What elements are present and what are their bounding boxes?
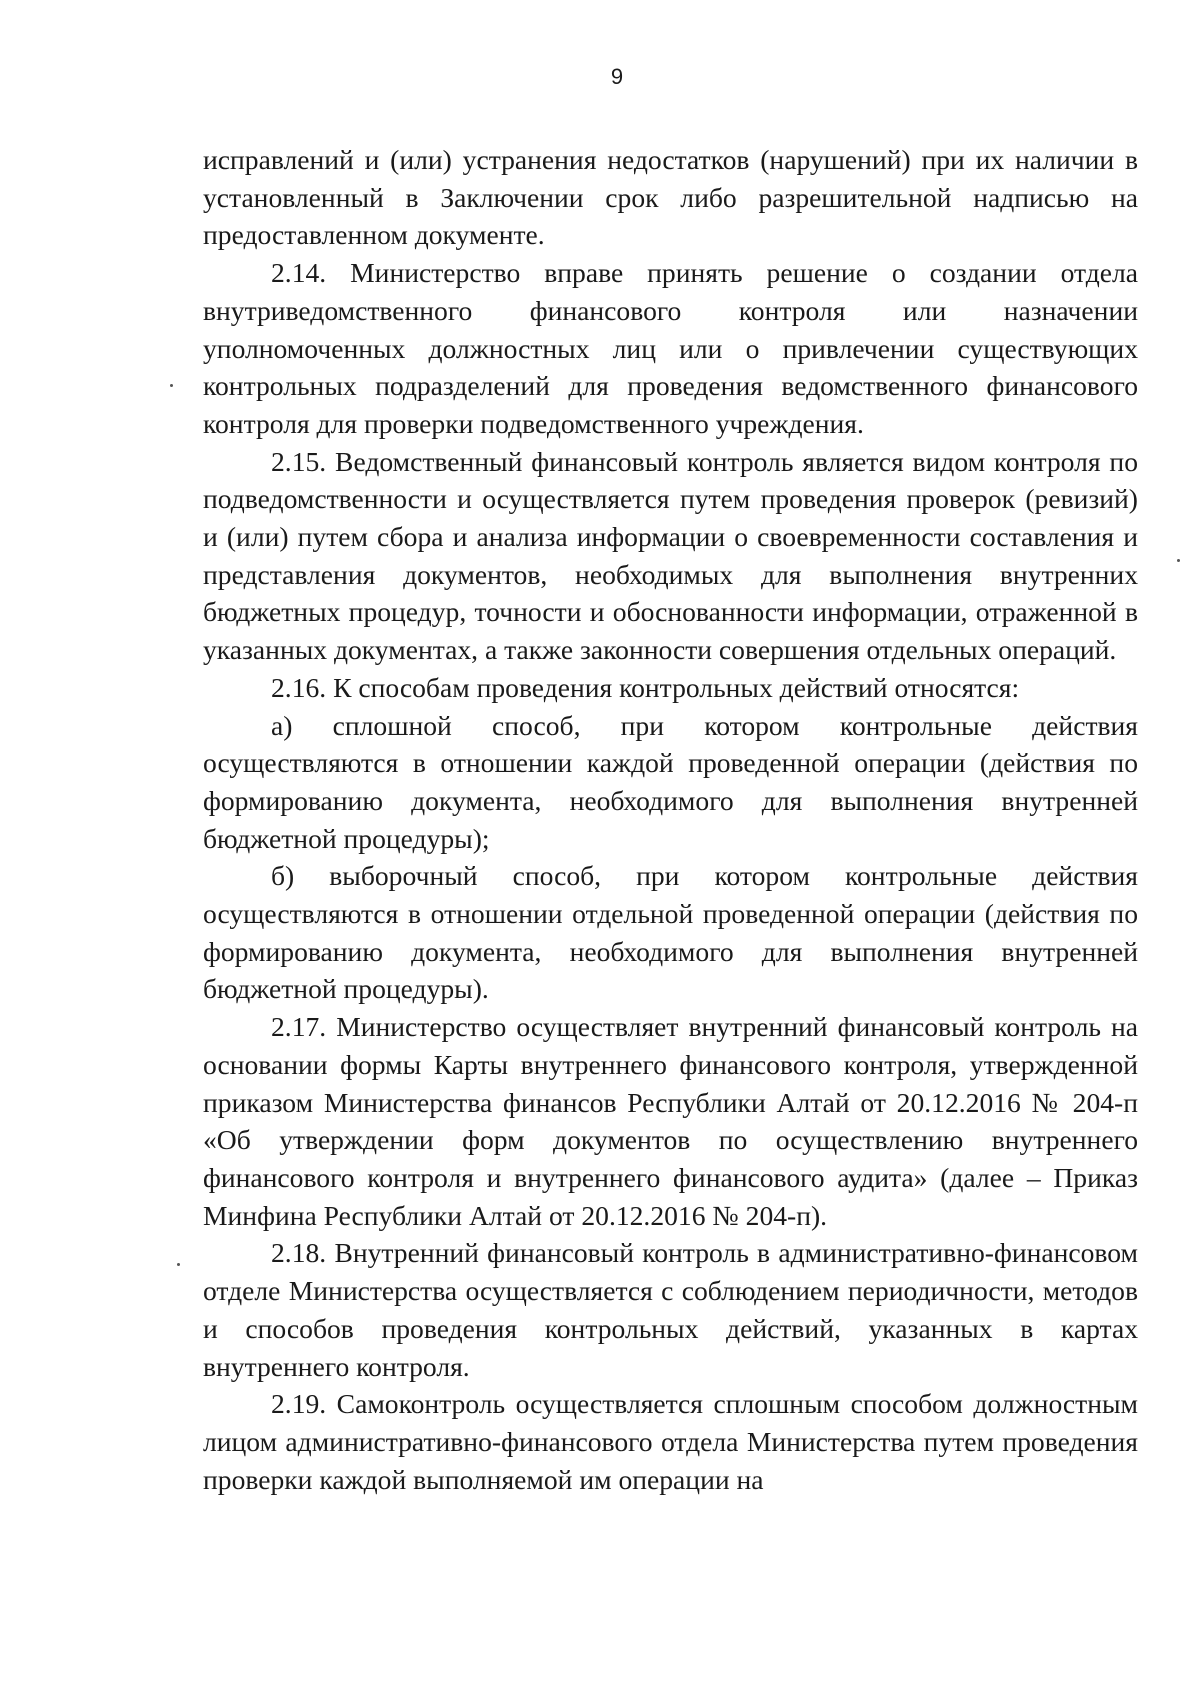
scan-speck bbox=[1177, 559, 1180, 562]
scan-speck bbox=[177, 1263, 180, 1266]
document-body bbox=[203, 141, 1138, 1498]
paragraph-continuation: исправлений и (или) устранения недостатков (нарушений) при их наличии в установленный в Заключении срок либо разрешительной надписью на предоставленном документе. bbox=[203, 144, 1138, 251]
scan-speck bbox=[170, 384, 173, 387]
paragraph-2-18: 2.18. Внутренний финансовый контроль в административно-финансовом отделе Министерства осуществляется с соблюдением периодичности, методов и способов проведения контрольных действий, указанных в картах внутреннего контроля. bbox=[203, 1237, 1138, 1382]
page-number: 9 bbox=[610, 64, 624, 89]
paragraph-2-16-b: б) выборочный способ, при котором контрольные действия осуществляются в отношении отдельной проведенной операции (действия по формированию документа, необходимого для выполнения внутренней бюджетной процедуры). bbox=[203, 860, 1138, 1005]
paragraph-2-16: 2.16. К способам проведения контрольных действий относятся: bbox=[271, 671, 1020, 703]
paragraph-2-19: 2.19. Самоконтроль осуществляется сплошным способом должностным лицом административно-финансового отдела Министерства путем проведения проверки каждой выполняемой им операции на bbox=[203, 1388, 1138, 1495]
paragraph-2-17: 2.17. Министерство осуществляет внутренний финансовый контроль на основании формы Карты внутреннего финансового контроля, утвержденной приказом Министерства финансов Республики Алтай от 20.12.2016 № 204-п «Об утверждении форм документов по осуществлению внутреннего финансового контроля и внутреннего финансового аудита» (далее – Приказ Минфина Республики Алтай от 20.12.2016 № 204-п). bbox=[203, 1011, 1138, 1231]
paragraph-2-14: 2.14. Министерство вправе принять решение о создании отдела внутриведомственного финансового контроля или назначении уполномоченных должностных лиц или о привлечении существующих контрольных подразделений для проведения ведомственного финансового контроля для проверки подведомственного учреждения. bbox=[203, 257, 1138, 439]
paragraph-2-16-a: а) сплошной способ, при котором контрольные действия осуществляются в отношении каждой проведенной операции (действия по формированию документа, необходимого для выполнения внутренней бюджетной процедуры); bbox=[203, 709, 1138, 854]
paragraph-2-15: 2.15. Ведомственный финансовый контроль является видом контроля по подведомственности и осуществляется путем проведения проверок (ревизий) и (или) путем сбора и анализа информации о своевременности составления и представления документов, необходимых для выполнения внутренних бюджетных процедур, точности и обоснованности информации, отраженной в указанных документах, а также законности совершения отдельных операций. bbox=[203, 445, 1138, 666]
